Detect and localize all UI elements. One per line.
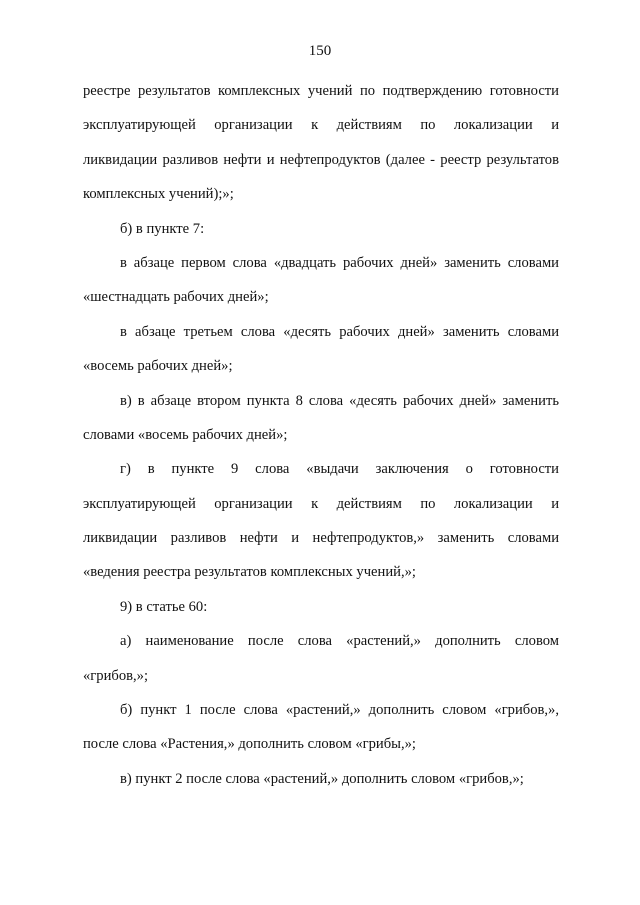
text-line: «шестнадцать рабочих дней»; [83, 289, 269, 306]
text-line: эксплуатирующей организации к действиям по локализации и [83, 117, 559, 134]
text-line: а) наименование после слова «растений,» дополнить словом [120, 633, 559, 650]
text-line: после слова «Растения,» дополнить словом «грибы,»; [83, 736, 416, 753]
text-line: г) в пункте 9 слова «выдачи заключения о готовности [120, 461, 559, 478]
text-line: словами «восемь рабочих дней»; [83, 426, 288, 443]
text-line: «восемь рабочих дней»; [83, 358, 233, 375]
text-line: «ведения реестра результатов комплексных учений,»; [83, 564, 416, 581]
text-line: ликвидации разливов нефти и нефтепродуктов (далее - реестр результатов [83, 151, 559, 168]
text-line: в абзаце третьем слова «десять рабочих дней» заменить словами [120, 323, 559, 340]
text-line: в) пункт 2 после слова «растений,» дополнить словом «грибов,»; [120, 770, 524, 787]
text-line: б) пункт 1 после слова «растений,» дополнить словом «грибов,», [120, 702, 559, 719]
text-line: ликвидации разливов нефти и нефтепродуктов,» заменить словами [83, 530, 559, 547]
text-line: в абзаце первом слова «двадцать рабочих дней» заменить словами [120, 254, 559, 271]
text-line: в) в абзаце втором пункта 8 слова «десять рабочих дней» заменить [120, 392, 559, 409]
body-text [83, 74, 559, 796]
text-line: эксплуатирующей организации к действиям по локализации и [83, 495, 559, 512]
text-line: реестре результатов комплексных учений по подтверждению готовности [83, 83, 559, 99]
text-line: 9) в статье 60: [120, 598, 208, 615]
text-line: б) в пункте 7: [120, 220, 205, 237]
text-line: «грибов,»; [83, 667, 149, 684]
page-number: 150 [308, 43, 332, 59]
text-line: комплексных учений);»; [83, 186, 234, 203]
